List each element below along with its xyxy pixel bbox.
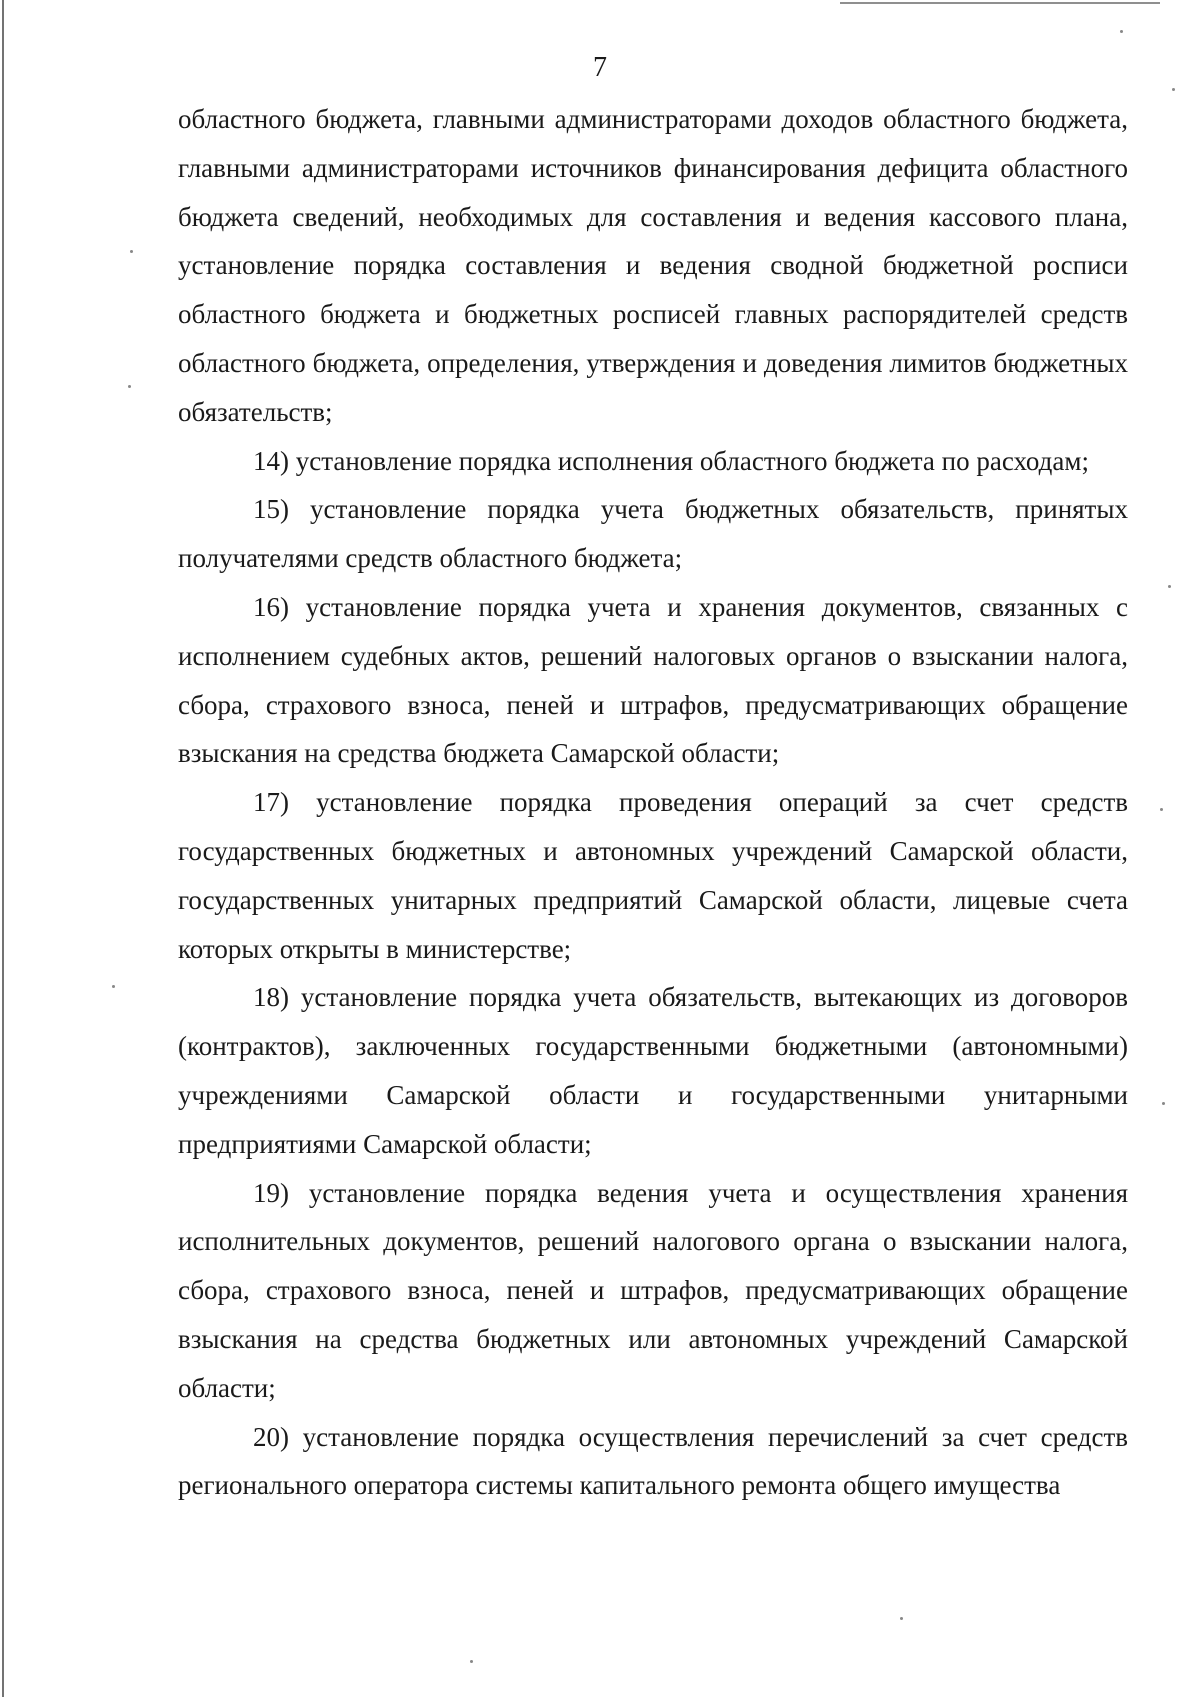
paragraph-continuation: областного бюджета, главными администраторами доходов областного бюджета, главными администраторами источников финансирования дефицита областного бюджета сведений, необходимых для составления и ведения кассового плана, установление порядка составления и ведения сводной бюджетной росписи областного бюджета и бюджетных росписей главных распорядителей средств областного бюджета, определения, утверждения и доведения лимитов бюджетных обязательств;: [178, 104, 1128, 427]
paragraph-item-19: 19) установление порядка ведения учета и осуществления хранения исполнительных документов, решений налогового органа о взыскании налога, сбора, страхового взноса, пеней и штрафов, предусматривающих обращение взыскания на средства бюджетных или автономных учреждений Самарской области;: [178, 1177, 1128, 1403]
paragraph-item-20: 20) установление порядка осуществления перечислений за счет средств регионального оператора системы капитального ремонта общего имущества: [178, 1421, 1128, 1501]
scan-edge-top: [840, 2, 1160, 4]
scan-speck: [1162, 1102, 1165, 1105]
document-body: [178, 95, 1128, 1510]
scan-speck: [1168, 585, 1171, 588]
paragraph-item-16: 16) установление порядка учета и хранения документов, связанных с исполнением судебных актов, решений налоговых органов о взыскании налога, сбора, страхового взноса, пеней и штрафов, предусматривающих обращение взыскания на средства бюджета Самарской области;: [178, 591, 1128, 769]
scan-speck: [1120, 30, 1123, 33]
paragraph-item-15: 15) установление порядка учета бюджетных обязательств, принятых получателями средств областного бюджета;: [178, 494, 1128, 574]
scan-speck: [1172, 88, 1175, 91]
page-number: 7: [593, 52, 607, 83]
scan-speck: [128, 385, 131, 388]
scan-edge-left: [2, 0, 4, 1697]
scan-speck: [900, 1617, 903, 1620]
paragraph-item-18: 18) установление порядка учета обязательств, вытекающих из договоров (контрактов), заключенных государственными бюджетными (автономными) учреждениями Самарской области и государственными унитарными предприятиями Самарской области;: [178, 982, 1128, 1159]
scan-speck: [112, 985, 115, 988]
paragraph-item-14: 14) установление порядка исполнения областного бюджета по расходам;: [253, 445, 1089, 476]
scan-speck: [130, 250, 133, 253]
scan-speck: [470, 1660, 473, 1663]
scan-speck: [1160, 808, 1163, 811]
paragraph-item-17: 17) установление порядка проведения операций за счет средств государственных бюджетных и автономных учреждений Самарской области, государственных унитарных предприятий Самарской области, лицевые счета которых открыты в министерстве;: [178, 787, 1128, 964]
